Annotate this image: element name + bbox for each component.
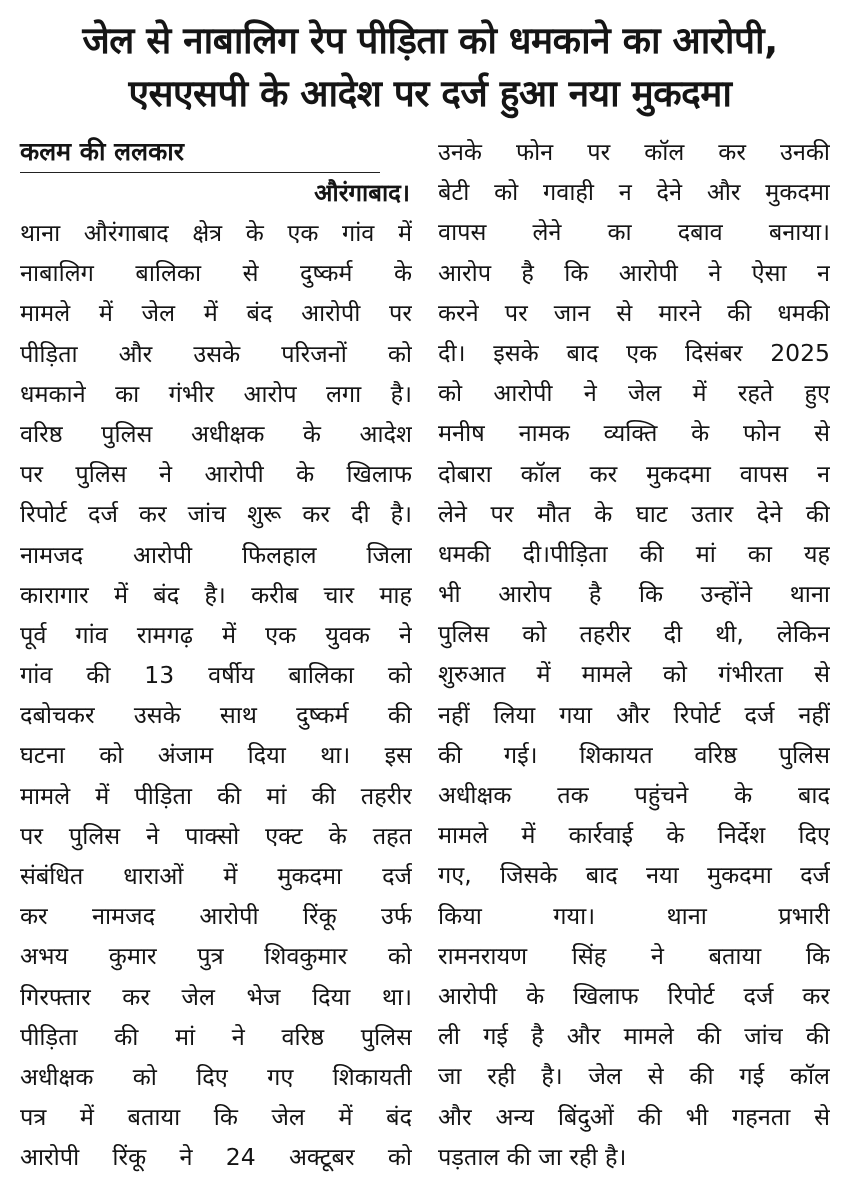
article-column-left bbox=[20, 132, 412, 1178]
text-line: को आरोपी ने जेल में रहते हुए bbox=[438, 379, 830, 408]
text-line: पर पुलिस ने पाक्सो एक्ट के तहत bbox=[20, 821, 412, 850]
text-line: कारागार में बंद है। करीब चार माह bbox=[20, 580, 412, 609]
text-line: रामनरायण सिंह ने बताया कि bbox=[438, 941, 830, 970]
text-line: पीड़िता और उसके परिजनों को bbox=[20, 339, 412, 368]
text-line: करने पर जान से मारने की धमकी bbox=[438, 298, 830, 327]
text-line: पूर्व गांव रामगढ़ में एक युवक ने bbox=[20, 620, 412, 649]
text-line: घटना को अंजाम दिया था। इस bbox=[20, 741, 412, 770]
text-line: दबोचकर उसके साथ दुष्कर्म की bbox=[20, 701, 412, 730]
byline: कलम की ललकार bbox=[20, 132, 380, 173]
text-line: मामले में पीड़िता की मां की तहरीर bbox=[20, 781, 412, 810]
text-line: अभय कुमार पुत्र शिवकुमार को bbox=[20, 942, 412, 971]
text-line: पड़ताल की जा रही है। bbox=[438, 1142, 627, 1171]
text-line: रिपोर्ट दर्ज कर जांच शुरू कर दी है। bbox=[20, 500, 412, 529]
text-line: पुलिस को तहरीर दी थी, लेकिन bbox=[438, 620, 830, 649]
text-line: नहीं लिया गया और रिपोर्ट दर्ज नहीं bbox=[438, 700, 830, 729]
text-line: धमकाने का गंभीर आरोप लगा है। bbox=[20, 379, 412, 408]
text-line: लेने पर मौत के घाट उतार देने की bbox=[438, 499, 830, 528]
text-line: नाबालिग बालिका से दुष्कर्म के bbox=[20, 259, 412, 288]
text-line: पीड़िता की मां ने वरिष्ठ पुलिस bbox=[20, 1022, 412, 1051]
text-line: दोबारा कॉल कर मुकदमा वापस न bbox=[438, 459, 830, 488]
text-line: कर नामजद आरोपी रिंकू उर्फ bbox=[20, 902, 412, 931]
text-line: संबंधित धाराओं में मुकदमा दर्ज bbox=[20, 862, 412, 890]
text-line: मामले में कार्रवाई के निर्देश दिए bbox=[438, 821, 830, 850]
text-line: और अन्य बिंदुओं की भी गहनता से bbox=[438, 1102, 830, 1131]
text-line: गांव की 13 वर्षीय बालिका को bbox=[20, 661, 412, 690]
text-line: वापस लेने का दबाव बनाया। bbox=[438, 218, 830, 247]
text-line: नामजद आरोपी फिलहाल जिला bbox=[20, 540, 412, 569]
text-line: आरोप है कि आरोपी ने ऐसा न bbox=[438, 258, 830, 287]
text-line: मनीष नामक व्यक्ति के फोन से bbox=[438, 419, 830, 448]
text-line: गिरफ्तार कर जेल भेज दिया था। bbox=[20, 982, 412, 1011]
text-line: गए, जिसके बाद नया मुकदमा दर्ज bbox=[438, 861, 830, 890]
text-line: जा रही है। जेल से की गई कॉल bbox=[438, 1062, 830, 1091]
text-line: पत्र में बताया कि जेल में बंद bbox=[20, 1103, 412, 1132]
text-line: किया गया। थाना प्रभारी bbox=[438, 901, 830, 930]
text-line: थाना औरंगाबाद क्षेत्र के एक गांव में bbox=[20, 219, 412, 247]
text-line: अधीक्षक को दिए गए शिकायती bbox=[20, 1062, 412, 1091]
headline-line-2: एसएसपी के आदेश पर दर्ज हुआ नया मुकदमा bbox=[128, 72, 732, 115]
text-line: दी। इसके बाद एक दिसंबर 2025 bbox=[438, 338, 830, 367]
text-line: शुरुआत में मामले को गंभीरता से bbox=[438, 660, 830, 689]
headline-line-1: जेल से नाबालिग रेप पीड़िता को धमकाने का आरोपी, bbox=[82, 19, 778, 62]
text-line: की गई। शिकायत वरिष्ठ पुलिस bbox=[438, 740, 830, 769]
text-line: बेटी को गवाही न देने और मुकदमा bbox=[438, 178, 830, 207]
text-line: उनके फोन पर कॉल कर उनकी bbox=[438, 138, 830, 166]
text-line: वरिष्ठ पुलिस अधीक्षक के आदेश bbox=[20, 419, 412, 448]
text-line: धमकी दी।पीड़िता की मां का यह bbox=[438, 539, 830, 568]
text-line: ली गई है और मामले की जांच की bbox=[438, 1022, 830, 1051]
dateline: औरंगाबाद। bbox=[314, 179, 410, 207]
text-line: अधीक्षक तक पहुंचने के बाद bbox=[438, 781, 830, 809]
text-line: आरोपी के खिलाफ रिपोर्ट दर्ज कर bbox=[438, 981, 830, 1010]
article-column-right bbox=[438, 132, 830, 1177]
text-line: आरोपी रिंकू ने 24 अक्टूबर को bbox=[20, 1143, 412, 1172]
text-line: भी आरोप है कि उन्होंने थाना bbox=[438, 580, 830, 609]
text-line: मामले में जेल में बंद आरोपी पर bbox=[20, 299, 412, 328]
headline bbox=[0, 14, 860, 120]
text-line: पर पुलिस ने आरोपी के खिलाफ bbox=[20, 460, 412, 489]
